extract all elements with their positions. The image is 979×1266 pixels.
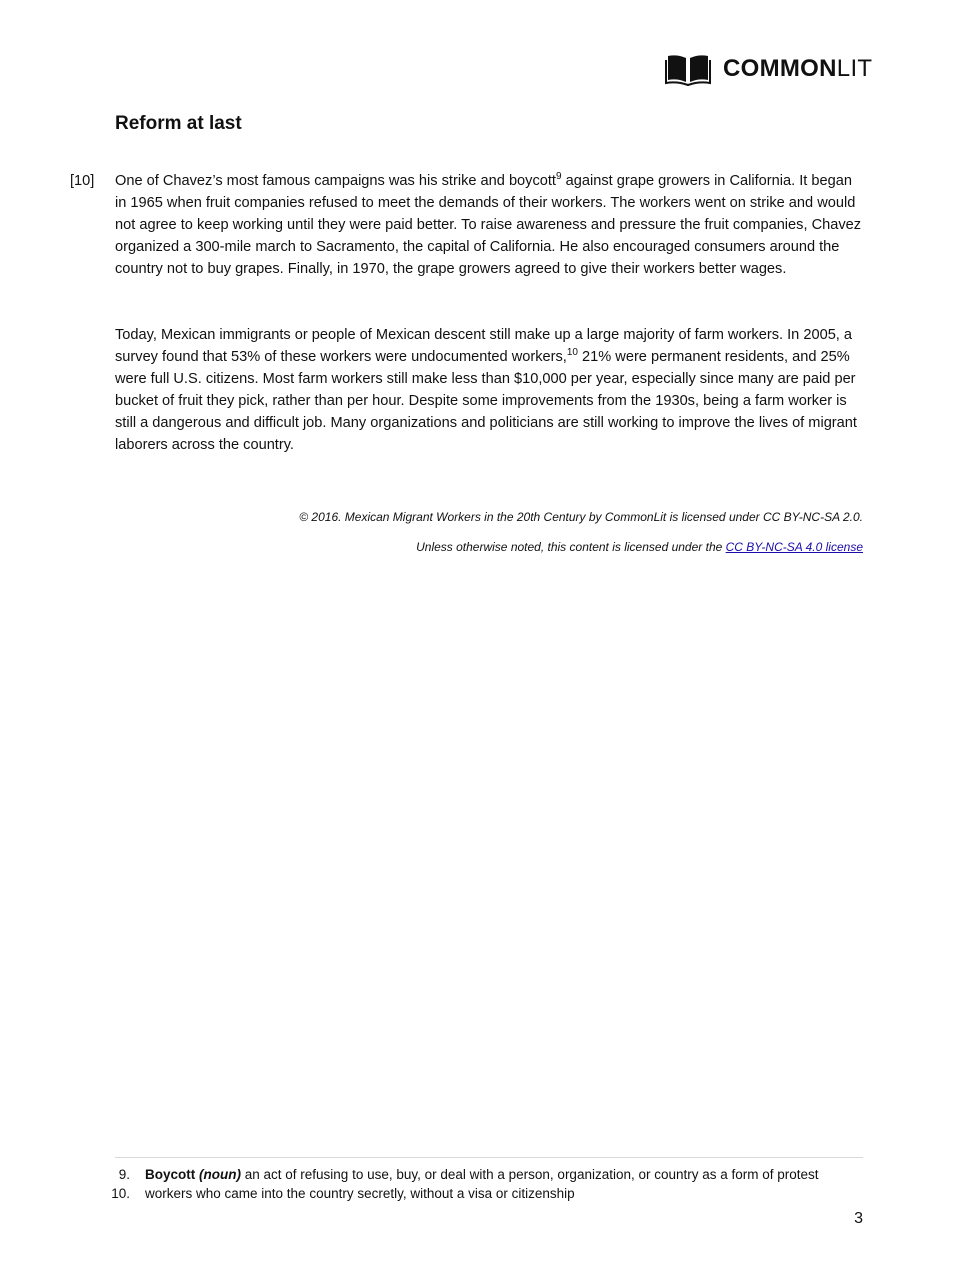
logo-wordmark (723, 55, 872, 83)
logo-wordmark-light: LIT (836, 55, 873, 82)
paragraph (115, 170, 865, 280)
paragraph-text: One of Chavez’s most famous campaigns was his strike and boycott (115, 173, 556, 189)
commonlit-logo (665, 52, 872, 86)
paragraph-number: [10] (70, 173, 95, 189)
license-prefix: Unless otherwise noted, this content is licensed under the (416, 540, 726, 554)
page-number: 3 (854, 1210, 863, 1227)
footnote-part-of-speech: (noun) (199, 1167, 241, 1182)
footnote-number: 10. (111, 1186, 130, 1201)
logo-wordmark-bold: COMMON (723, 55, 837, 82)
footnote (100, 1165, 819, 1184)
license-link[interactable]: CC BY-NC-SA 4.0 license (725, 540, 863, 554)
footnote-ref: 10 (566, 347, 578, 358)
open-book-icon (665, 52, 711, 86)
license-notice-secondary (416, 540, 863, 554)
license-notice: © 2016. Mexican Migrant Workers in the 20th Century by CommonLit is licensed under CC BY-NC-SA 2.0. (299, 510, 863, 524)
footnote-ref: 9 (556, 171, 562, 182)
paragraph-text: against grape growers in California. It began in 1965 when fruit companies refused to meet the demands of their workers. The workers went on strike and would not agree to keep working until they were paid better. To raise awareness and pressure the fruit companies, Chavez organized a 300-mile march to Sacramento, the capital of California. He also encouraged consumers around the country not to buy grapes. Finally, in 1970, the grape growers agreed to give their workers better wages. (115, 173, 862, 277)
footnote-definition: workers who came into the country secretly, without a visa or citizenship (145, 1186, 575, 1201)
footnote-divider (115, 1157, 863, 1158)
footnote-number: 9. (118, 1167, 130, 1182)
section-title: Reform at last (115, 113, 242, 134)
footnote-definition: an act of refusing to use, buy, or deal with a person, organization, or country as a form of protest (241, 1167, 819, 1182)
paragraph-text: Today, Mexican immigrants or people of Mexican descent still make up a large majority of farm workers. In 2005, a survey found that 53% of these workers were undocumented workers, (115, 327, 853, 365)
paragraph-text: 21% were permanent residents, and 25% were full U.S. citizens. Most farm workers still make less than $10,000 per year, especially since many are paid per bucket of fruit they pick, rather than per hour. Despite some improvements from the 1930s, being a farm worker is still a dangerous and difficult job. Many organizations and politicians are still working to improve the lives of migrant laborers across the country. (115, 349, 857, 453)
footnote (100, 1184, 575, 1203)
footnote-term: Boycott (145, 1167, 196, 1182)
paragraph (115, 324, 865, 456)
